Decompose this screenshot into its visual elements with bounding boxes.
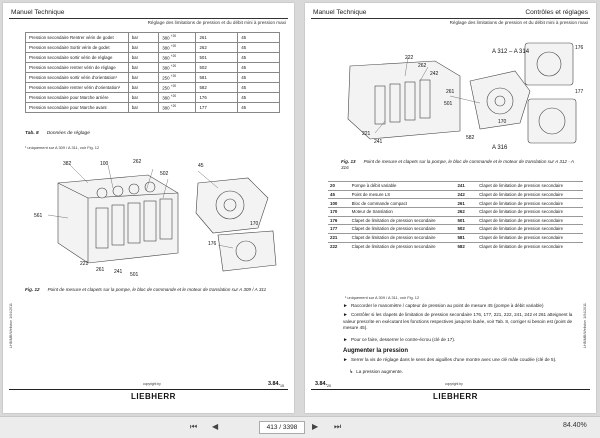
page-number: $3.84._{20}$ bbox=[315, 381, 331, 389]
fig12-label: 261 bbox=[96, 267, 105, 273]
first-page-icon[interactable]: ⏮ bbox=[190, 422, 198, 431]
section-heading: Augmenter la pression bbox=[343, 348, 409, 354]
instruction-result: ↳ La pression augmente. bbox=[349, 369, 403, 375]
legend-key: 242 bbox=[455, 190, 477, 199]
fig13-label: 222 bbox=[405, 55, 414, 61]
legend-key: 582 bbox=[455, 242, 477, 250]
unit: bar bbox=[128, 42, 158, 52]
legend-desc: Clapet de limitation de pression secondaire bbox=[350, 233, 456, 242]
legend-key: 222 bbox=[328, 242, 350, 250]
legend-row bbox=[328, 207, 583, 216]
measure-point: 45 bbox=[238, 82, 280, 92]
fig12-label: 382 bbox=[63, 161, 72, 167]
legend-row bbox=[328, 190, 583, 199]
legend-desc: Moteur de translation bbox=[350, 207, 456, 216]
fig13-label: 582 bbox=[466, 135, 475, 141]
component-number: 262 bbox=[196, 42, 238, 52]
component-number: 502 bbox=[196, 62, 238, 72]
legend-key: 176 bbox=[328, 216, 350, 225]
legend-key: 100 bbox=[328, 199, 350, 208]
legend-key: 177 bbox=[328, 225, 350, 234]
legend-key: 20 bbox=[328, 182, 350, 191]
brand-logo: LIEBHERR bbox=[433, 392, 478, 401]
instruction-bullet: ► Raccorder le manomètre / capteur de pression au point de mesure 45 (pompe à débit variable) bbox=[343, 303, 544, 309]
measure-point: 45 bbox=[238, 42, 280, 52]
table-row bbox=[26, 92, 280, 102]
fig12-label: 170 bbox=[250, 221, 259, 227]
measure-point: 45 bbox=[238, 33, 280, 43]
fig12-label: 100 bbox=[100, 161, 109, 167]
legend-key: 221 bbox=[328, 233, 350, 242]
legend-key: 261 bbox=[455, 199, 477, 208]
header-subtitle: Réglage des limitations de pression et du débit mini à pression maxi bbox=[449, 20, 588, 25]
fig13-label: A 312 – A 314 bbox=[492, 49, 530, 55]
set-value: 380 $^{+20}$ bbox=[159, 62, 196, 72]
figure-caption: Fig. 13 Point de mesure et clapets sur la pompe, le bloc de commande et le moteur de translation sur A 312 - A 316 bbox=[341, 159, 574, 170]
fig12-label: 221 bbox=[80, 261, 89, 267]
fig13-label: 242 bbox=[430, 71, 439, 77]
legend-table bbox=[328, 181, 583, 250]
unit: bar bbox=[128, 52, 158, 62]
fig13-label: 261 bbox=[446, 89, 455, 95]
legend-desc: Clapet de limitation de pression secondaire bbox=[350, 242, 456, 250]
header-rule bbox=[9, 18, 288, 19]
set-value: 380 $^{+20}$ bbox=[159, 33, 196, 43]
set-value: 380 $^{+20}$ bbox=[159, 52, 196, 62]
param-name: Pression secondaire pour Marche arrière bbox=[26, 92, 129, 102]
legend-row bbox=[328, 242, 583, 250]
set-value: 380 $^{+20}$ bbox=[159, 42, 196, 52]
table-row bbox=[26, 62, 280, 72]
header-rule bbox=[311, 18, 590, 19]
param-name: Pression secondaire pour Marche avant bbox=[26, 102, 129, 112]
unit: bar bbox=[128, 102, 158, 112]
legend-key: 170 bbox=[328, 207, 350, 216]
legend-key: 45 bbox=[328, 190, 350, 199]
header-subtitle: Réglage des limitations de pression et du débit mini à pression maxi bbox=[147, 20, 286, 25]
fig13-label: 262 bbox=[418, 63, 427, 69]
param-name: Pression secondaire sortir vérin de réglage bbox=[26, 52, 129, 62]
page-number: $3.84._{15}$ bbox=[268, 381, 284, 389]
figure-caption: Fig. 12 Point de mesure et clapets sur la pompe, le bloc de commande et le moteur de translation sur A 309 / A 311 bbox=[25, 287, 267, 292]
component-number: 261 bbox=[196, 33, 238, 43]
copyright-text: copyright by bbox=[143, 382, 161, 386]
footnote: ¹ uniquement sur A 309 / A 311, voir Fig. 12 bbox=[345, 295, 420, 300]
figure-13-illustration bbox=[320, 31, 588, 156]
param-name: Pression secondaire Rentrer vérin de godet bbox=[26, 33, 129, 43]
unit: bar bbox=[128, 62, 158, 72]
measure-point: 45 bbox=[238, 102, 280, 112]
footer-rule bbox=[9, 389, 288, 390]
set-value: 380 $^{+20}$ bbox=[159, 102, 196, 112]
fig13-label: 221 bbox=[362, 131, 371, 137]
unit: bar bbox=[128, 92, 158, 102]
fig12-label: 45 bbox=[198, 163, 204, 169]
param-name: Pression secondaire Sortir vérin de godet bbox=[26, 42, 129, 52]
fig12-label: 561 bbox=[34, 213, 43, 219]
fig13-label: 176 bbox=[575, 45, 584, 51]
copyright-text: copyright by bbox=[445, 382, 463, 386]
legend-desc: Bloc de commande compact bbox=[350, 199, 456, 208]
legend-key: 262 bbox=[455, 207, 477, 216]
fig12-label: 176 bbox=[208, 241, 217, 247]
measure-point: 45 bbox=[238, 92, 280, 102]
fig13-label: 501 bbox=[444, 101, 453, 107]
unit: bar bbox=[128, 72, 158, 82]
legend-desc: Clapet de limitation de pression secondaire bbox=[477, 190, 583, 199]
param-name: Pression secondaire rentrer vérin de réglage bbox=[26, 62, 129, 72]
param-name: Pression secondaire sortir vérin d'orientation¹ bbox=[26, 72, 129, 82]
legend-desc: Clapet de limitation de pression secondaire bbox=[477, 242, 583, 250]
fig13-label: 241 bbox=[374, 139, 383, 145]
component-number: 582 bbox=[196, 82, 238, 92]
figure-12-illustration bbox=[18, 153, 283, 278]
side-text: LHB/MB/Wellston 1/04/2011 bbox=[9, 303, 13, 348]
component-number: 501 bbox=[196, 52, 238, 62]
fig12-label: 262 bbox=[133, 159, 142, 165]
side-text: LHB/MB/Wellston 1/04/2011 bbox=[583, 303, 587, 348]
last-page-icon[interactable]: ⏭ bbox=[334, 422, 342, 431]
set-value: 380 $^{+20}$ bbox=[159, 92, 196, 102]
zoom-level[interactable]: 84.40% bbox=[563, 422, 587, 429]
measure-point: 45 bbox=[238, 72, 280, 82]
prev-page-icon[interactable]: ◀ bbox=[212, 422, 219, 431]
legend-key: 581 bbox=[455, 233, 477, 242]
legend-desc: Clapet de limitation de pression secondaire bbox=[477, 233, 583, 242]
legend-desc: Clapet de limitation de pression secondaire bbox=[477, 182, 583, 191]
instruction-bullet: ► Contrôler si les clapets de limitation de pression secondaire 176, 177, 221, 222, 241, 242 et 261 atteignent la valeur prescrite en exécutant les fonctions respectives jusqu'en butée, voir Tab. 8, corriger si besoin est (point de mesure 45). bbox=[343, 312, 573, 330]
legend-desc: Clapet de limitation de pression secondaire bbox=[350, 216, 456, 225]
table-row bbox=[26, 82, 280, 92]
fig12-label: 241 bbox=[114, 269, 123, 275]
measure-point: 45 bbox=[238, 52, 280, 62]
legend-key: 501 bbox=[455, 216, 477, 225]
right-page bbox=[305, 3, 596, 413]
legend-row bbox=[328, 182, 583, 191]
header-section: Contrôles et réglages bbox=[525, 9, 588, 16]
table-row bbox=[26, 33, 280, 43]
fig12-label: 501 bbox=[130, 272, 139, 278]
legend-row bbox=[328, 233, 583, 242]
table-caption: Tab. 8 Données de réglage bbox=[25, 131, 90, 136]
page-input[interactable]: 413 / 3398 bbox=[259, 421, 305, 434]
set-value: 250 $^{+20}$ bbox=[159, 72, 196, 82]
table-row bbox=[26, 72, 280, 82]
component-number: 176 bbox=[196, 92, 238, 102]
left-page bbox=[3, 3, 294, 413]
legend-desc: Point de mesure LS bbox=[350, 190, 456, 199]
footer-rule bbox=[311, 389, 590, 390]
legend-desc: Clapet de limitation de pression secondaire bbox=[477, 207, 583, 216]
footnote: ¹ uniquement sur A 309 / A 311, voir Fig. 12 bbox=[25, 145, 100, 150]
fig13-label: A 316 bbox=[492, 145, 508, 151]
legend-desc: Clapet de limitation de pression secondaire bbox=[350, 225, 456, 234]
header-title: Manuel Technique bbox=[313, 9, 367, 16]
component-number: 177 bbox=[196, 102, 238, 112]
legend-row bbox=[328, 216, 583, 225]
next-page-icon[interactable]: ▶ bbox=[312, 422, 319, 431]
measure-point: 45 bbox=[238, 62, 280, 72]
instruction-bullet: ► Pour ce faire, desserrer le contre-écrou (clé de 17). bbox=[343, 337, 456, 343]
brand-logo: LIEBHERR bbox=[131, 392, 176, 401]
set-value: 250 $^{+20}$ bbox=[159, 82, 196, 92]
table-row bbox=[26, 42, 280, 52]
unit: bar bbox=[128, 82, 158, 92]
fig13-label: 170 bbox=[498, 119, 507, 125]
component-number: 581 bbox=[196, 72, 238, 82]
legend-key: 241 bbox=[455, 182, 477, 191]
legend-row bbox=[328, 225, 583, 234]
legend-desc: Clapet de limitation de pression secondaire bbox=[477, 216, 583, 225]
table-row bbox=[26, 102, 280, 112]
header-title: Manuel Technique bbox=[11, 9, 65, 16]
unit: bar bbox=[128, 33, 158, 43]
param-name: Pression secondaire rentrer vérin d'orientation¹ bbox=[26, 82, 129, 92]
legend-key: 502 bbox=[455, 225, 477, 234]
legend-row bbox=[328, 199, 583, 208]
fig12-label: 502 bbox=[160, 171, 169, 177]
legend-desc: Pompe à débit variable bbox=[350, 182, 456, 191]
viewer-toolbar bbox=[0, 416, 600, 438]
instruction-step: ► Serrer la vis de réglage dans le sens des aiguilles d'une montre avec une clé mâle coudée (clé de 5). bbox=[343, 357, 557, 363]
settings-table bbox=[25, 32, 280, 113]
legend-desc: Clapet de limitation de pression secondaire bbox=[477, 225, 583, 234]
table-row bbox=[26, 52, 280, 62]
fig13-label: 177 bbox=[575, 89, 584, 95]
legend-desc: Clapet de limitation de pression secondaire bbox=[477, 199, 583, 208]
